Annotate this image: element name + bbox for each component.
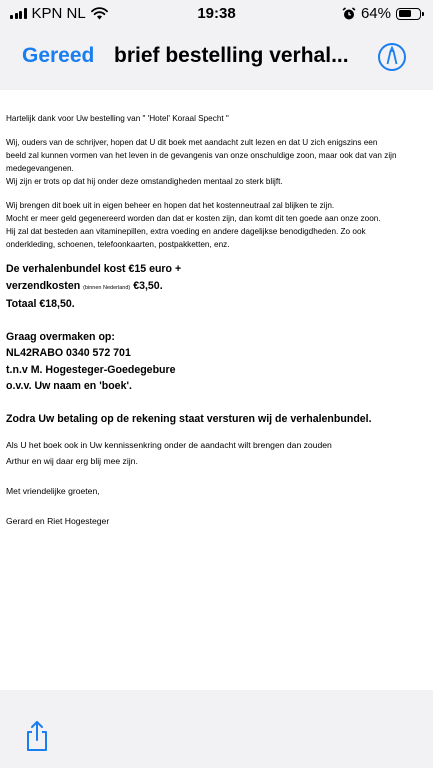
payment-recipient: t.n.v M. Hogesteger-Goedegebure [6,363,176,376]
total-line: Totaal €18,50. [6,298,75,310]
shipping-notice: Zodra Uw betaling op de rekening staat versturen wij de verhalenbundel. [6,412,372,425]
paragraph-1-line: beeld zal kunnen vormen van het leven in de gevangenis van onze onschuldige zoon, maar ook dat van zijn [6,151,397,160]
document-page[interactable] [0,90,433,690]
greeting: Met vriendelijke groeten, [6,486,100,496]
closing-paragraph-line: Als U het boek ook in Uw kennissenkring onder de aandacht wilt brengen dan zouden [6,440,332,450]
share-icon[interactable] [24,720,50,752]
clock: 19:38 [197,5,236,22]
paragraph-2-line: Mocht er meer geld gegenereerd worden dan dat er kosten zijn, dan komt dit ten goede aan onze zoon. [6,214,381,223]
paragraph-2-line: Hij zal dat besteden aan vitaminepillen, extra voeding en andere dagelijkse benodigdheden. Zo ook [6,227,366,236]
document-title: brief bestelling verhal... [114,44,349,67]
paragraph-2-line: Wij brengen dit boek uit in eigen beheer en hopen dat het kostenneutraal zal blijken te zijn. [6,201,335,210]
price-line: De verhalenbundel kost €15 euro + [6,263,182,275]
shipping-region-note: (binnen Nederland) [83,284,131,291]
bottom-toolbar [0,690,433,768]
paragraph-2-line: onderkleding, schoenen, telefoonkaarten, postpakketten, enz. [6,240,230,249]
letter-content [6,112,422,529]
status-right [342,5,421,22]
payment-line: Graag overmaken op: [6,330,115,343]
shipping-line [6,278,422,297]
battery-fill [399,10,411,17]
status-bar [0,0,433,28]
alarm-clock-icon [342,7,356,21]
carrier-name: KPN NL [31,5,86,22]
nav-bar [0,32,433,82]
paragraph-1-line: Wij zijn er trots op dat hij onder deze omstandigheden mentaal zo sterk blijft. [6,177,283,186]
battery-icon [396,8,421,20]
shipping-cost: €3,50. [133,279,163,292]
markup-pen-icon[interactable] [377,42,407,72]
battery-percent: 64% [360,5,391,22]
closing-paragraph-line: Arthur en wij daar erg blij mee zijn. [6,456,138,466]
signature: Gerard en Riet Hogesteger [6,516,110,526]
payment-iban: NL42RABO 0340 572 701 [6,347,131,359]
shipping-label: verzendkosten [6,279,81,292]
paragraph-1-line: Wij, ouders van de schrijver, hopen dat U dit boek met aandacht zult lezen en dat U zich enigszins een [6,138,378,147]
done-button[interactable]: Gereed [22,44,95,67]
payment-reference: o.v.v. Uw naam en 'boek'. [6,380,132,392]
paragraph-1-line: medegevangenen. [6,164,74,173]
intro-line: Hartelijk dank voor Uw bestelling van " 'Hotel' Koraal Specht " [6,114,229,123]
